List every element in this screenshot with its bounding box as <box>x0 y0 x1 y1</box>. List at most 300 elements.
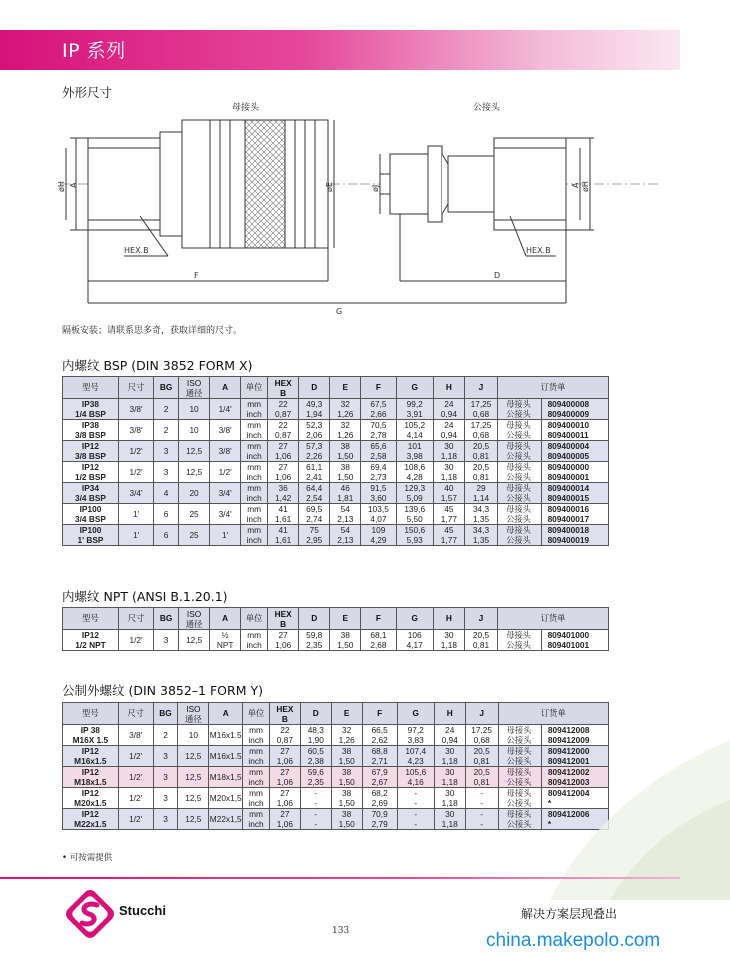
cell-model <box>63 767 119 788</box>
cell-hex-line: 22 <box>280 725 290 735</box>
cell-h-line: 0,94 <box>440 430 457 440</box>
cell-model-line: IP12 <box>81 441 99 451</box>
cell-e-line: 1,50 <box>338 819 355 829</box>
cell-g <box>397 746 434 767</box>
cell-type-line: 公接头 <box>506 798 532 808</box>
cell-e <box>330 630 361 651</box>
cell-g-line: 108,6 <box>404 462 426 472</box>
cell-g-line: 4,16 <box>407 777 424 787</box>
header-j: J <box>464 377 497 399</box>
cell-model-line: M20x1.5 <box>74 798 107 808</box>
cell-iso: 10 <box>178 725 209 746</box>
cell-f-line: 66,5 <box>371 725 388 735</box>
cell-d-line: 59,6 <box>307 767 324 777</box>
cell-hex <box>268 630 299 651</box>
table-row <box>63 483 609 504</box>
cell-g <box>396 441 433 462</box>
cell-e <box>330 504 361 525</box>
brand-name: Stucchi <box>119 903 166 918</box>
female-label: 母接头 <box>232 103 260 113</box>
cell-j-line: 1,14 <box>472 493 490 503</box>
cell-order-code-line: 809400000 <box>547 462 590 472</box>
cell-d-line: 60,5 <box>307 746 324 756</box>
cell-unit-line: mm <box>247 420 262 430</box>
cell-model-line: 3/8 BSP <box>75 451 106 461</box>
cell-e-line: 32 <box>340 420 350 430</box>
cell-unit-line: mm <box>247 630 262 640</box>
cell-order-code-line: 809400016 <box>547 504 590 514</box>
cell-g <box>396 525 433 546</box>
header-unit: 单位 <box>241 377 268 399</box>
cell-hex-line: 0,87 <box>275 409 292 419</box>
cell-a: 1/2' <box>210 462 241 483</box>
cell-d <box>299 441 330 462</box>
cell-a: 1' <box>210 525 241 546</box>
table-row <box>63 630 609 651</box>
cell-type-line: 母接头 <box>506 504 531 514</box>
cell-h <box>433 441 464 462</box>
cell-iso: 12,5 <box>178 809 209 830</box>
cell-hex-line: 27 <box>278 441 288 451</box>
cell-type-line: 公接头 <box>506 409 531 419</box>
cell-hex-line: 1,06 <box>276 798 293 808</box>
header-size: 尺寸 <box>118 377 153 399</box>
cell-h-line: 40 <box>444 483 454 493</box>
cell-h <box>433 462 464 483</box>
header-unit: 单位 <box>243 703 270 725</box>
header-g: G <box>397 703 434 725</box>
cell-f <box>362 767 397 788</box>
cell-type-line: 母接头 <box>506 441 531 451</box>
cell-unit <box>241 399 268 420</box>
cell-a: M20x1,5 <box>209 788 243 809</box>
cell-g-line: 5,93 <box>406 535 423 545</box>
cell-h-line: 45 <box>444 504 454 514</box>
header-hex <box>268 377 299 399</box>
cell-a: M18x1,5 <box>209 767 243 788</box>
cell-e-line: 1,50 <box>337 640 354 650</box>
header-iso-line: 通径 <box>185 713 202 724</box>
cell-f-line: 2,66 <box>370 409 387 419</box>
cell-e <box>330 462 361 483</box>
header-d: D <box>299 377 330 399</box>
header-iso-line: ISO <box>186 703 201 714</box>
cell-hex <box>268 399 299 420</box>
cell-type-line: 母接头 <box>506 420 531 430</box>
cell-j-line: 20,5 <box>473 746 490 756</box>
header-h: H <box>434 703 465 725</box>
cell-unit <box>241 504 268 525</box>
cell-type-line: 母接头 <box>506 399 531 409</box>
cell-d-line: 2,38 <box>307 756 324 766</box>
cell-iso: 25 <box>179 504 210 525</box>
cell-j <box>464 504 497 525</box>
cell-e-line: 54 <box>340 504 350 514</box>
cell-f-line: 2,68 <box>370 640 387 650</box>
cell-j-line: 0,81 <box>472 451 490 461</box>
cell-g-line: 4,17 <box>406 640 423 650</box>
cell-unit-line: mm <box>247 462 262 472</box>
cell-hex <box>269 788 300 809</box>
cell-bg: 4 <box>154 483 179 504</box>
cell-unit <box>243 746 270 767</box>
cell-e <box>331 788 362 809</box>
cell-model-line: 1/2 BSP <box>75 472 106 482</box>
cell-iso: 10 <box>179 420 210 441</box>
cell-order-code-line: 809400011 <box>547 430 589 440</box>
cell-unit <box>241 630 268 651</box>
table-npt <box>62 607 609 651</box>
cell-d-line: 2,26 <box>306 451 323 461</box>
cell-order-code-line: * <box>547 819 552 829</box>
cell-g-line: 3,83 <box>407 735 424 745</box>
decorative-swoosh <box>430 700 730 900</box>
header-size: 尺寸 <box>118 608 153 630</box>
cell-model-line: 1/4 BSP <box>75 409 106 419</box>
cell-unit-line: mm <box>249 809 263 819</box>
cell-e-line: 38 <box>340 462 350 472</box>
cell-order-code-line: 809412004 <box>547 788 590 798</box>
cell-j-line: 20,5 <box>472 630 490 640</box>
cell-e <box>330 420 361 441</box>
cell-d <box>299 504 330 525</box>
cell-d-line: 2,95 <box>306 535 323 545</box>
cell-model-line: IP 38 <box>80 725 100 735</box>
cell-model <box>63 809 119 830</box>
cell-d-line: - <box>314 788 318 798</box>
cell-g-line: 99,2 <box>406 399 423 409</box>
cell-e-line: 1,50 <box>338 756 355 766</box>
dim-j-label: øJ <box>371 184 380 192</box>
cell-hex-line: 1,06 <box>276 756 293 766</box>
cell-f <box>362 788 397 809</box>
cell-d-line: 52,3 <box>306 420 323 430</box>
cell-j-line: 34,3 <box>472 525 490 535</box>
hex-b2-label: HEX.B <box>526 246 551 255</box>
cell-model-line: M18x1.5 <box>74 777 107 787</box>
cell-bg: 3 <box>153 767 178 788</box>
cell-bg: 3 <box>153 809 178 830</box>
cell-type <box>498 462 542 483</box>
cell-g <box>396 483 433 504</box>
cell-f-line: 70,5 <box>370 420 387 430</box>
cell-hex <box>268 525 299 546</box>
cell-d-line: 2,06 <box>306 430 323 440</box>
header-d: D <box>300 703 331 725</box>
cell-h-line: 1,18 <box>441 777 458 787</box>
cell-hex-line: 0,87 <box>275 430 292 440</box>
cell-e-line: 38 <box>342 746 352 756</box>
stucchi-logo-icon <box>63 887 117 941</box>
cell-h-line: 1,77 <box>440 514 457 524</box>
cell-j-line: 17,25 <box>470 420 492 430</box>
cell-hex-line: 1,06 <box>275 451 292 461</box>
cell-size: 1/2' <box>118 767 153 788</box>
cell-unit-line: mm <box>249 767 263 777</box>
header-iso-line: ISO <box>186 608 202 619</box>
cell-d-line: 69,5 <box>306 504 323 514</box>
cell-type-line: 公接头 <box>506 451 531 461</box>
cell-f <box>361 420 396 441</box>
header-f: F <box>361 608 396 630</box>
cell-d-line: - <box>314 809 318 819</box>
cell-order-code <box>541 441 608 462</box>
cell-h-line: 30 <box>445 767 455 777</box>
header-g: G <box>396 377 433 399</box>
header-bg: BG <box>154 377 179 399</box>
cell-order-code <box>541 399 608 420</box>
cell-e-line: 1,50 <box>338 798 355 808</box>
cell-order-code-line: 809412009 <box>547 735 590 745</box>
cell-bg: 3 <box>153 746 178 767</box>
cell-d-line: - <box>314 819 318 829</box>
cell-f-line: 2,67 <box>371 777 388 787</box>
cell-j-line: 17,25 <box>471 725 493 735</box>
dim-d-label: D <box>494 271 501 280</box>
cell-h <box>433 399 464 420</box>
cell-a: M16x1.5 <box>209 725 243 746</box>
cell-d-line: 1,94 <box>306 409 323 419</box>
cell-unit <box>243 767 270 788</box>
cell-e-line: 32 <box>340 399 350 409</box>
cell-d-line: 75 <box>309 525 319 535</box>
cell-order-code-line: 809400015 <box>547 493 590 503</box>
cell-j-line: 29 <box>476 483 486 493</box>
dim-e-label: øE <box>325 182 334 192</box>
cell-f-line: 68,1 <box>370 630 387 640</box>
cell-unit-line: inch <box>248 777 264 787</box>
cell-e-line: 1,50 <box>338 777 355 787</box>
cell-hex-line: 1,06 <box>276 819 293 829</box>
cell-model-line: IP38 <box>81 399 99 409</box>
cell-model <box>63 441 119 462</box>
cell-unit-line: inch <box>246 451 262 461</box>
cell-model <box>63 483 119 504</box>
cell-model-line: 1' BSP <box>77 535 104 545</box>
cell-g-line: 150,6 <box>404 525 426 535</box>
cell-iso: 12,5 <box>178 746 209 767</box>
cell-order-code-line: 809412000 <box>547 746 590 756</box>
cell-d-line: 57,3 <box>306 441 323 451</box>
header-model: 型号 <box>63 608 119 630</box>
cell-d-line: 2,35 <box>307 777 324 787</box>
table-header-row <box>63 377 609 399</box>
cell-f-line: 109 <box>371 525 386 535</box>
header-bg: BG <box>153 703 178 725</box>
header-f: F <box>361 377 396 399</box>
cell-h-line: 1,18 <box>441 756 458 766</box>
cell-j-line: - <box>480 798 484 808</box>
footer-line <box>0 877 680 879</box>
mounting-note: 隔板安装；请联系思多奇，获取详细的尺寸。 <box>62 326 243 336</box>
dim-a2-label: A <box>571 182 580 188</box>
cell-f-line: 2,69 <box>371 798 388 808</box>
cell-j-line: 0,68 <box>472 430 490 440</box>
footnote: • 可按需提供 <box>62 853 113 863</box>
cell-order-code-line: 809412001 <box>547 756 590 766</box>
cell-g <box>396 420 433 441</box>
cell-unit-line: inch <box>246 535 262 545</box>
cell-iso: 12,5 <box>179 630 210 651</box>
cell-f-line: 65,6 <box>370 441 387 451</box>
cell-d <box>300 725 331 746</box>
cell-unit-line: inch <box>248 756 264 766</box>
cell-e-line: 1,81 <box>337 493 354 503</box>
cell-model-line: IP12 <box>81 462 99 472</box>
cell-d <box>300 788 331 809</box>
cell-iso: 12,5 <box>179 441 210 462</box>
table-row <box>63 441 609 462</box>
cell-j <box>464 462 497 483</box>
cell-size: 1/2' <box>118 788 153 809</box>
cell-h-line: 30 <box>445 746 455 756</box>
header-iso-line: 通径 <box>185 618 203 629</box>
cell-f-line: 4,29 <box>370 535 387 545</box>
cell-d-line: 2,74 <box>306 514 323 524</box>
cell-hex-line: 36 <box>278 483 288 493</box>
cell-hex-line: 27 <box>280 788 290 798</box>
cell-h-line: 30 <box>445 788 455 798</box>
cell-model-line: IP100 <box>79 525 102 535</box>
cell-h <box>433 525 464 546</box>
cell-d <box>300 767 331 788</box>
cell-d-line: 59,8 <box>306 630 323 640</box>
cell-h-line: 45 <box>444 525 454 535</box>
table-row <box>63 504 609 525</box>
cell-type-line: 公接头 <box>506 756 532 766</box>
cell-e-line: 38 <box>342 809 352 819</box>
cell-f-line: 70,9 <box>371 809 388 819</box>
cell-type <box>498 630 542 651</box>
cell-type <box>498 525 542 546</box>
cell-d <box>299 483 330 504</box>
cell-bg: 2 <box>153 725 178 746</box>
cell-model-line: M16X 1.5 <box>72 735 109 745</box>
table-npt-title: 内螺纹 NPT (ANSI B.1.20.1) <box>62 589 228 604</box>
cell-f <box>361 525 396 546</box>
cell-d <box>299 630 330 651</box>
cell-size: 1/2' <box>118 630 153 651</box>
cell-j <box>464 525 497 546</box>
cell-g <box>397 809 434 830</box>
cell-hex <box>268 420 299 441</box>
cell-hex <box>268 441 299 462</box>
cell-model-line: IP12 <box>81 788 99 798</box>
cell-hex <box>269 809 300 830</box>
cell-d <box>299 525 330 546</box>
cell-e <box>331 746 362 767</box>
table-metric-title: 公制外螺纹 (DIN 3852–1 FORM Y) <box>62 683 263 698</box>
cell-order-code-line: 809412003 <box>547 777 590 787</box>
cell-f <box>361 630 396 651</box>
cell-type-line: 母接头 <box>506 788 532 798</box>
cell-hex-line: 41 <box>278 525 288 535</box>
cell-h-line: 30 <box>445 809 455 819</box>
cell-f-line: 2,62 <box>371 735 388 745</box>
cell-type-line: 母接头 <box>506 725 532 735</box>
header-hex-line: HEX <box>274 608 292 619</box>
cell-hex-line: 1,61 <box>275 514 292 524</box>
slogan: 解决方案层现叠出 <box>521 907 618 921</box>
cell-j <box>464 441 497 462</box>
cell-iso: 10 <box>179 399 210 420</box>
header-h: H <box>433 608 464 630</box>
cell-g-line: 106 <box>407 630 422 640</box>
cell-order-code <box>541 483 608 504</box>
cell-g-line: - <box>414 819 418 829</box>
header-hex-line: HEX <box>276 703 294 714</box>
cell-order-code-line: 809400019 <box>547 535 590 545</box>
cell-f <box>361 399 396 420</box>
cell-iso: 20 <box>179 483 210 504</box>
cell-j-line: 20,5 <box>472 441 490 451</box>
cell-unit-line: mm <box>247 399 262 409</box>
cell-g-line: 4,23 <box>407 756 424 766</box>
dimension-drawing <box>57 98 660 323</box>
cell-j-line: 1,35 <box>472 514 490 524</box>
cell-type-line: 公接头 <box>506 819 532 829</box>
cell-size: 1' <box>118 525 153 546</box>
dim-h-label: øH <box>57 181 66 192</box>
cell-g-line: 4,28 <box>406 472 423 482</box>
cell-model-line: IP12 <box>81 809 99 819</box>
header-model: 型号 <box>63 703 119 725</box>
header-hex <box>268 608 299 630</box>
table-row <box>63 399 609 420</box>
cell-size: 1/2' <box>118 441 153 462</box>
cell-h-line: 1,18 <box>440 640 457 650</box>
header-e: E <box>330 377 361 399</box>
cell-order-code-line: 809400014 <box>547 483 590 493</box>
cell-a: 3/8' <box>210 441 241 462</box>
cell-g-line: - <box>414 809 418 819</box>
cell-g-line: 105,6 <box>405 767 427 777</box>
cell-e-line: 1,50 <box>337 472 354 482</box>
cell-a: M16x1.5 <box>209 746 243 767</box>
cell-e-line: 38 <box>340 630 350 640</box>
cell-j <box>464 630 497 651</box>
cell-model <box>63 746 119 767</box>
cell-unit-line: mm <box>247 525 262 535</box>
cell-unit <box>241 420 268 441</box>
cell-a: M22x1,5 <box>209 809 243 830</box>
table-bsp-title: 内螺纹 BSP (DIN 3852 FORM X) <box>62 358 253 373</box>
cell-d-line: 2,41 <box>306 472 323 482</box>
cell-h-line: 1,18 <box>440 451 457 461</box>
cell-hex <box>268 462 299 483</box>
cell-order-code-line: 809400009 <box>547 409 590 419</box>
cell-j-line: - <box>480 788 484 798</box>
cell-hex-line: 27 <box>280 746 290 756</box>
page-title: IP 系列 <box>62 40 126 62</box>
cell-bg: 6 <box>154 504 179 525</box>
cell-bg: 2 <box>154 420 179 441</box>
cell-e-line: 1,26 <box>337 409 354 419</box>
cell-unit <box>241 462 268 483</box>
cell-model <box>63 525 119 546</box>
cell-unit-line: inch <box>246 430 262 440</box>
cell-type-line: 公接头 <box>506 514 531 524</box>
cell-h-line: 1,77 <box>440 535 457 545</box>
cell-size: 1' <box>118 504 153 525</box>
cell-d-line: - <box>314 798 318 808</box>
header-hex-line: B <box>280 618 287 629</box>
cell-unit-line: mm <box>249 788 263 798</box>
cell-g-line: - <box>414 788 418 798</box>
cell-order-code-line: 809401000 <box>547 630 590 640</box>
cell-j <box>464 399 497 420</box>
cell-hex <box>268 483 299 504</box>
